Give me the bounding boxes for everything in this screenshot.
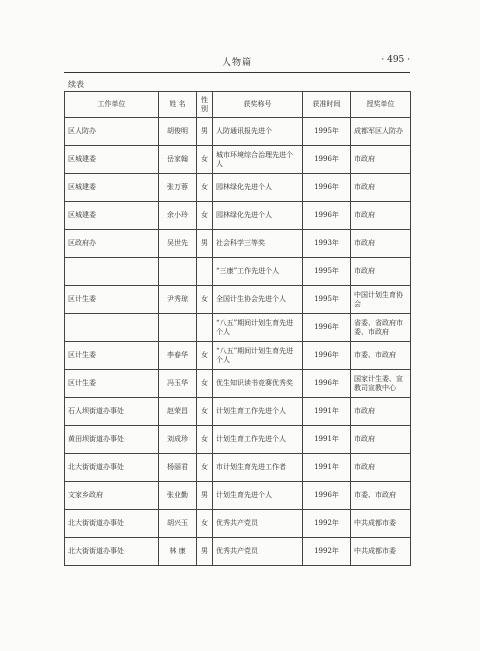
name-cell: 胡俊明 — [159, 118, 197, 146]
date-cell: 1993年 — [303, 230, 351, 258]
award-cell: 优秀共产党员 — [213, 510, 303, 538]
grantor-cell: 成都军区人防办 — [351, 118, 411, 146]
date-cell: 1996年 — [303, 202, 351, 230]
name-cell: 吴世先 — [159, 230, 197, 258]
sex-cell: 男 — [197, 538, 213, 566]
grantor-cell: 省委、省政府市委、市政府 — [351, 314, 411, 342]
grantor-cell: 市政府 — [351, 454, 411, 482]
table-row — [65, 370, 411, 398]
chapter-title: 人物篇 — [221, 58, 252, 68]
table-row — [65, 146, 411, 174]
date-cell: 1996年 — [303, 146, 351, 174]
table-row — [65, 202, 411, 230]
grantor-cell: 市委、市政府 — [351, 482, 411, 510]
unit-cell: 区城建委 — [65, 146, 159, 174]
name-cell: 尹秀琼 — [159, 286, 197, 314]
sex-cell — [197, 258, 213, 286]
award-cell: 优秀共产党员 — [213, 538, 303, 566]
award-cell: 园林绿化先进个人 — [213, 202, 303, 230]
name-cell: 张万蓉 — [159, 174, 197, 202]
name-cell: 岳家翰 — [159, 146, 197, 174]
table-row — [65, 482, 411, 510]
table-row — [65, 230, 411, 258]
sex-cell: 女 — [197, 398, 213, 426]
unit-cell: 北大街街道办事处 — [65, 538, 159, 566]
unit-cell — [65, 314, 159, 342]
name-cell: 李春华 — [159, 342, 197, 370]
award-cell: 计划生育先进个人 — [213, 482, 303, 510]
award-cell: 园林绿化先进个人 — [213, 174, 303, 202]
date-cell: 1992年 — [303, 510, 351, 538]
sex-cell — [197, 314, 213, 342]
award-cell: 全国计生协会先进个人 — [213, 286, 303, 314]
grantor-cell: 市政府 — [351, 146, 411, 174]
col-header-name: 姓 名 — [159, 92, 197, 118]
unit-cell: 区计生委 — [65, 370, 159, 398]
date-cell: 1991年 — [303, 426, 351, 454]
continued-label: 续表 — [68, 80, 84, 89]
date-cell: 1995年 — [303, 258, 351, 286]
sex-cell: 男 — [197, 482, 213, 510]
table-row — [65, 342, 411, 370]
grantor-cell: 市政府 — [351, 202, 411, 230]
unit-cell: 区计生委 — [65, 286, 159, 314]
award-cell: 优生知识读书竞赛优秀奖 — [213, 370, 303, 398]
name-cell: 赵荣昌 — [159, 398, 197, 426]
unit-cell: 黄田坝街道办事处 — [65, 426, 159, 454]
sex-cell: 男 — [197, 230, 213, 258]
name-cell: 胡兴玉 — [159, 510, 197, 538]
date-cell: 1992年 — [303, 538, 351, 566]
date-cell: 1996年 — [303, 342, 351, 370]
unit-cell: 区计生委 — [65, 342, 159, 370]
grantor-cell: 市政府 — [351, 230, 411, 258]
col-header-unit: 工作单位 — [65, 92, 159, 118]
table-row — [65, 174, 411, 202]
name-cell: 林 康 — [159, 538, 197, 566]
sex-cell: 女 — [197, 454, 213, 482]
date-cell: 1996年 — [303, 370, 351, 398]
grantor-cell: 中共成都市委 — [351, 510, 411, 538]
table-row — [65, 258, 411, 286]
table-row — [65, 538, 411, 566]
name-cell: 张业勤 — [159, 482, 197, 510]
sex-cell: 女 — [197, 146, 213, 174]
sex-cell: 男 — [197, 118, 213, 146]
sex-cell: 女 — [197, 510, 213, 538]
name-cell: 刘成珍 — [159, 426, 197, 454]
grantor-cell: 中国计划生育协会 — [351, 286, 411, 314]
award-cell: 城市环境综合治理先进个人 — [213, 146, 303, 174]
sex-cell: 女 — [197, 202, 213, 230]
awards-table — [64, 91, 411, 566]
unit-cell — [65, 258, 159, 286]
table-row — [65, 398, 411, 426]
name-cell: 余小玲 — [159, 202, 197, 230]
unit-cell: 区人防办 — [65, 118, 159, 146]
table-row — [65, 286, 411, 314]
date-cell: 1996年 — [303, 314, 351, 342]
col-header-grantor: 授奖单位 — [351, 92, 411, 118]
grantor-cell: 市政府 — [351, 174, 411, 202]
unit-cell: 北大街街道办事处 — [65, 510, 159, 538]
table-row — [65, 314, 411, 342]
name-cell: 冯玉华 — [159, 370, 197, 398]
table-row — [65, 454, 411, 482]
date-cell: 1995年 — [303, 286, 351, 314]
unit-cell: 文家乡政府 — [65, 482, 159, 510]
sex-cell: 女 — [197, 286, 213, 314]
award-cell: 人防通讯报先进个 — [213, 118, 303, 146]
table-row — [65, 118, 411, 146]
award-cell: 计划生育工作先进个人 — [213, 426, 303, 454]
page-number: · 495 · — [381, 55, 410, 65]
grantor-cell: 市委、市政府 — [351, 342, 411, 370]
grantor-cell: 市政府 — [351, 398, 411, 426]
award-cell: 社会科学三等奖 — [213, 230, 303, 258]
award-cell: 计划生育工作先进个人 — [213, 398, 303, 426]
name-cell — [159, 258, 197, 286]
table-row — [65, 510, 411, 538]
unit-cell: 石人坝街道办事处 — [65, 398, 159, 426]
date-cell: 1995年 — [303, 118, 351, 146]
date-cell: 1991年 — [303, 398, 351, 426]
col-header-date: 获准时间 — [303, 92, 351, 118]
header-rule — [64, 72, 410, 73]
unit-cell: 北大街街道办事处 — [65, 454, 159, 482]
unit-cell: 区城建委 — [65, 174, 159, 202]
name-cell — [159, 314, 197, 342]
award-cell: “三康”工作先进个人 — [213, 258, 303, 286]
table-row — [65, 426, 411, 454]
date-cell: 1996年 — [303, 174, 351, 202]
grantor-cell: 国家计生委、宣教司宣教中心 — [351, 370, 411, 398]
sex-cell: 女 — [197, 370, 213, 398]
award-cell: “八五”期间计划生育先进个人 — [213, 342, 303, 370]
col-header-award: 获奖称号 — [213, 92, 303, 118]
date-cell: 1996年 — [303, 482, 351, 510]
sex-cell: 女 — [197, 174, 213, 202]
col-header-sex: 性别 — [197, 92, 213, 118]
grantor-cell: 中共成都市委 — [351, 538, 411, 566]
date-cell: 1991年 — [303, 454, 351, 482]
award-cell: “八五”期间计划生育先进个人 — [213, 314, 303, 342]
award-cell: 市计划生育先进工作者 — [213, 454, 303, 482]
grantor-cell: 市政府 — [351, 258, 411, 286]
name-cell: 杨丽君 — [159, 454, 197, 482]
sex-cell: 女 — [197, 342, 213, 370]
unit-cell: 区政府办 — [65, 230, 159, 258]
unit-cell: 区城建委 — [65, 202, 159, 230]
table-header-row — [65, 92, 411, 118]
grantor-cell: 市政府 — [351, 426, 411, 454]
page-header — [64, 55, 410, 71]
sex-cell: 女 — [197, 426, 213, 454]
